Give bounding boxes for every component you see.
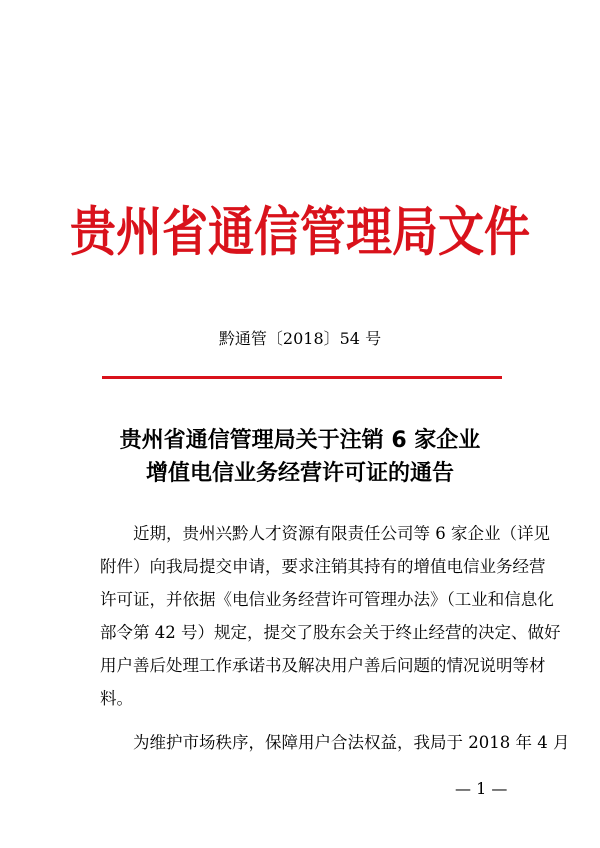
paragraph-line: 部令第 42 号）规定，提交了股东会关于终止经营的决定、做好 bbox=[100, 623, 561, 642]
document-header-title: 贵州省通信管理局文件 bbox=[70, 200, 530, 263]
paragraph-line: 料。 bbox=[100, 689, 133, 708]
paragraph-1 bbox=[100, 517, 561, 715]
notice-title bbox=[0, 424, 600, 490]
paragraph-line: 近期，贵州兴黔人才资源有限责任公司等 6 家企业（详见 bbox=[133, 524, 550, 543]
header-divider bbox=[102, 376, 502, 379]
notice-title-line: 增值电信业务经营许可证的通告 bbox=[145, 461, 454, 486]
paragraph-line: 许可证，并依据《电信业务经营许可管理办法》（工业和信息化 bbox=[100, 590, 554, 609]
paragraph-line: 用户善后处理工作承诺书及解决用户善后问题的情况说明等材 bbox=[100, 656, 546, 675]
page-number: — 1 — bbox=[455, 779, 508, 798]
notice-title-line: 贵州省通信管理局关于注销 6 家企业 bbox=[119, 428, 481, 453]
paragraph-line: 为维护市场秩序，保障用户合法权益，我局于 2018 年 4 月 bbox=[133, 733, 570, 752]
document-number: 黔通管〔2018〕54 号 bbox=[218, 329, 382, 348]
paragraph-line: 附件）向我局提交申请，要求注销其持有的增值电信业务经营 bbox=[100, 557, 546, 576]
notice-body bbox=[100, 517, 570, 759]
paragraph-2 bbox=[100, 726, 570, 759]
